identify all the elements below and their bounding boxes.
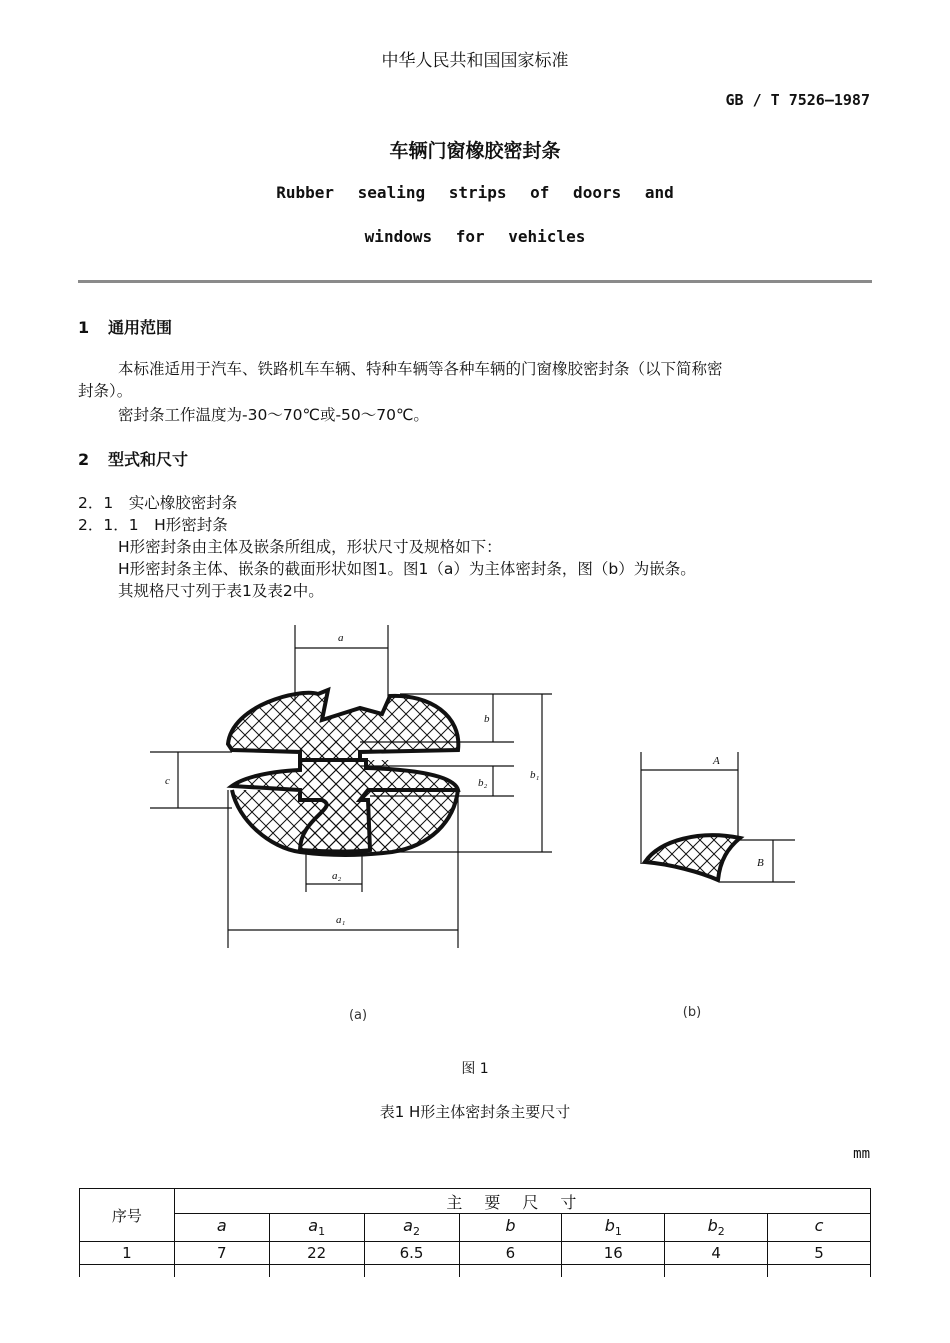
dim-label-b: b [484,713,490,725]
section-2-number: 2 [78,450,90,469]
dim-label-A: A [713,755,720,767]
dim-label-B: B [757,857,764,869]
section-1-paragraph-1-cont: 封条）。 [78,382,133,400]
figure-1-drawing [0,610,950,1040]
dim-label-c: c [165,775,170,787]
main-strip-profile [228,690,458,855]
table-cell: 22 [269,1242,364,1265]
dim-label-a1: a₁ [336,914,346,926]
table-header-col: $a_2$ [364,1214,459,1242]
section-1-number: 1 [78,318,90,337]
table-header-index: 序号 [80,1189,175,1242]
table-header-col: $b_1$ [562,1214,665,1242]
figure-caption-b: (b) [682,1005,702,1020]
table-1 [79,1188,871,1277]
table-header-col: b [459,1214,562,1242]
table-header-symbols [80,1214,871,1242]
section-2-line-3: 其规格尺寸列于表1及表2中。 [118,582,324,600]
table-header-col: c [768,1214,871,1242]
table-row [80,1242,871,1265]
subsection-2-1: 2．1 实心橡胶密封条 [78,494,238,512]
figure-caption-a: (a) [348,1008,368,1023]
standard-code: GB / T 7526—1987 [725,91,870,109]
dim-label-a2: a₂ [332,870,342,882]
section-1-heading [78,315,172,338]
table-cell-index: 1 [80,1242,175,1265]
dim-label-b2: b₂ [478,777,488,789]
table-cell: 7 [174,1242,269,1265]
standard-title: 中华人民共和国国家标准 [381,51,569,71]
section-2-heading [78,447,188,470]
table-row-partial [80,1265,871,1278]
dim-label-b1: b₁ [530,769,540,781]
section-2-title: 型式和尺寸 [108,450,189,469]
table-cell: 6.5 [364,1242,459,1265]
english-title-line2: windows for vehicles [364,227,586,246]
table-1-unit: mm [853,1146,870,1162]
header-divider [78,280,872,283]
subsection-2-1-1: 2．1．1 H形密封条 [78,516,228,534]
table-header-col: $a_1$ [269,1214,364,1242]
table-cell: 4 [665,1242,768,1265]
table-header-col: $b_2$ [665,1214,768,1242]
section-1-paragraph-1: 本标准适用于汽车、铁路机车车辆、特种车辆等各种车辆的门窗橡胶密封条（以下简称密 [118,360,723,378]
section-1-paragraph-2: 密封条工作温度为-30～70℃或-50～70℃。 [118,406,429,424]
table-cell: 16 [562,1242,665,1265]
english-title-line1: Rubber sealing strips of doors and [276,183,674,202]
section-2-line-1: H形密封条由主体及嵌条所组成，形状尺寸及规格如下： [118,538,502,556]
document-title: 车辆门窗橡胶密封条 [389,140,561,162]
insert-strip-profile [645,835,740,880]
table-cell: 6 [459,1242,562,1265]
section-2-line-2: H形密封条主体、嵌条的截面形状如图1。图1（a）为主体密封条，图（b）为嵌条。 [118,560,696,578]
table-header-col: a [174,1214,269,1242]
section-1-title: 通用范围 [108,318,173,337]
table-cell: 5 [768,1242,871,1265]
table-header-group: 主要尺寸 [174,1189,870,1214]
dim-label-a: a [338,632,344,644]
figure-1-caption: 图 1 [461,1061,489,1077]
table-1-caption: 表1 H形主体密封条主要尺寸 [379,1103,571,1121]
